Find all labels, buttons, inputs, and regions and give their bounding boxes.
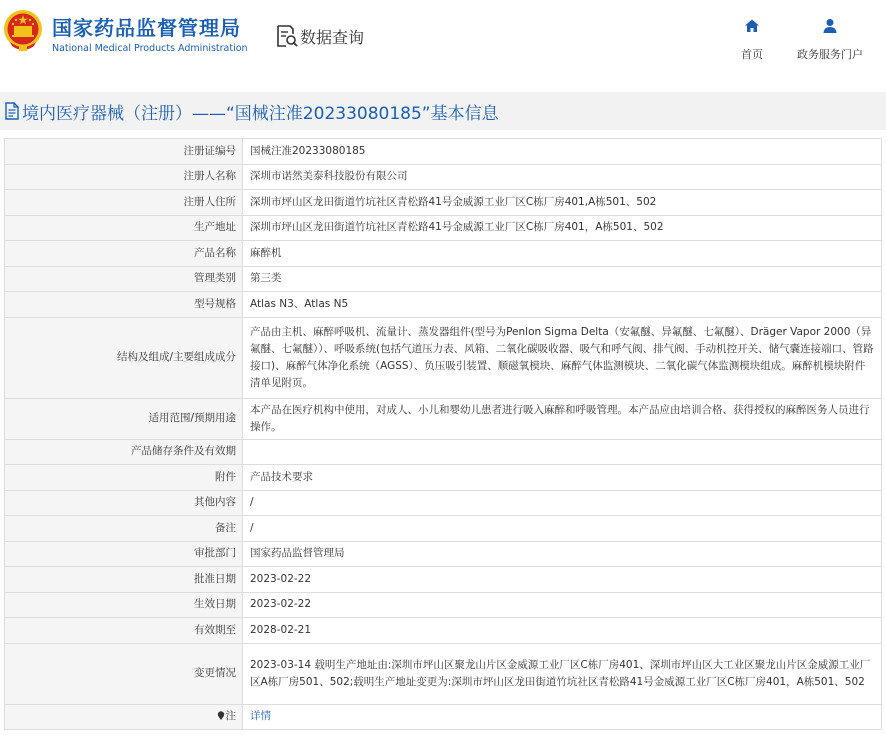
field-value: 麻醉机 <box>243 241 882 267</box>
site-header <box>0 0 886 90</box>
field-label: 型号规格 <box>5 292 243 318</box>
field-value: 本产品在医疗机构中使用，对成人、小儿和婴幼儿患者进行吸入麻醉和呼吸管理。本产品应由培训合格、获得授权的麻醉医务人员进行操作。 <box>243 398 882 439</box>
field-label: 产品储存条件及有效期 <box>5 439 243 465</box>
field-label: 管理类别 <box>5 266 243 292</box>
home-icon <box>744 18 760 34</box>
field-value: / <box>243 490 882 516</box>
field-label: 生产地址 <box>5 215 243 241</box>
user-icon <box>822 18 838 34</box>
field-value: Atlas N3、Atlas N5 <box>243 292 882 318</box>
field-label: 有效期至 <box>5 618 243 644</box>
field-value <box>243 704 882 730</box>
table-row <box>5 241 882 267</box>
field-value: 2023-02-22 <box>243 592 882 618</box>
field-label: 注册人名称 <box>5 164 243 190</box>
document-icon <box>4 102 20 120</box>
field-label: 适用范围/预期用途 <box>5 398 243 439</box>
data-query-link[interactable] <box>276 22 364 50</box>
table-row <box>5 439 882 465</box>
field-value: 国械注准20233080185 <box>243 139 882 165</box>
table-row <box>5 643 882 704</box>
nav-service-portal-label: 政务服务门户 <box>797 48 863 61</box>
details-link[interactable]: 详情 <box>250 710 271 723</box>
field-value: 深圳市坪山区龙田街道竹坑社区青松路41号金威源工业厂区C栋厂房401,A栋501、502 <box>243 190 882 216</box>
page-title: 境内医疗器械（注册）——“国械注准20233080185”基本信息 <box>22 103 499 124</box>
document-search-icon <box>276 24 298 48</box>
field-label-note <box>5 704 243 730</box>
table-row <box>5 567 882 593</box>
field-value: 第三类 <box>243 266 882 292</box>
field-label: 审批部门 <box>5 541 243 567</box>
device-info-table <box>4 138 882 730</box>
table-row <box>5 490 882 516</box>
field-label: 生效日期 <box>5 592 243 618</box>
field-value: / <box>243 516 882 542</box>
nav-home-label: 首页 <box>741 48 763 61</box>
pin-icon <box>217 711 225 720</box>
field-label: 批准日期 <box>5 567 243 593</box>
table-row <box>5 592 882 618</box>
field-label: 结构及组成/主要组成成分 <box>5 317 243 398</box>
field-label: 注册人住所 <box>5 190 243 216</box>
table-row <box>5 139 882 165</box>
nav-home[interactable] <box>736 18 768 62</box>
field-label: 其他内容 <box>5 490 243 516</box>
table-row <box>5 704 882 730</box>
table-row <box>5 317 882 398</box>
data-query-label: 数据查询 <box>300 27 365 47</box>
table-row <box>5 465 882 491</box>
note-label: 注 <box>225 710 236 723</box>
table-row <box>5 516 882 542</box>
national-emblem-icon <box>2 8 44 52</box>
field-value: 深圳市坪山区龙田街道竹坑社区青松路41号金威源工业厂区C栋厂房401，A栋501、502 <box>243 215 882 241</box>
field-label: 注册证编号 <box>5 139 243 165</box>
field-value: 国家药品监督管理局 <box>243 541 882 567</box>
field-value <box>243 439 882 465</box>
field-value: 产品技术要求 <box>243 465 882 491</box>
field-value: 产品由主机、麻醉呼吸机、流量计、蒸发器组件(型号为Penlon Sigma Delta（安氟醚、异氟醚、七氟醚）、Dräger Vapor 2000（异氟醚、七氟醚））、呼吸系统(包括气道压力表、风箱、二氧化碳吸收器、吸气和呼气阀、排气阀、手动机控开关、储气囊连接端口、管路接口)、麻醉气体净化系统（AGSS）、负压吸引装置、顺磁氧模块、麻醉气体监测模块、二氧化碳气体监测模块组成。麻醉机模块附件清单见附页。 <box>243 317 882 398</box>
brand-name-en[interactable]: National Medical Products Administration <box>52 43 248 54</box>
table-row <box>5 292 882 318</box>
field-value: 深圳市诺然美泰科技股份有限公司 <box>243 164 882 190</box>
field-label: 附件 <box>5 465 243 491</box>
field-label: 备注 <box>5 516 243 542</box>
table-row <box>5 215 882 241</box>
nav-service-portal[interactable] <box>790 18 870 62</box>
table-row <box>5 190 882 216</box>
table-row <box>5 541 882 567</box>
field-label: 变更情况 <box>5 643 243 704</box>
field-value: 2023-03-14 载明生产地址由:深圳市坪山区聚龙山片区金威源工业厂区C栋厂房401、深圳市坪山区大工业区聚龙山片区金威源工业厂区A栋厂房501、502;载明生产地址变更为:深圳市坪山区龙田街道竹坑社区青松路41号金威源工业厂区C栋厂房401，A栋501、502 <box>243 643 882 704</box>
table-row <box>5 164 882 190</box>
field-value: 2028-02-21 <box>243 618 882 644</box>
brand-name-cn[interactable]: 国家药品监督管理局 <box>52 16 241 40</box>
field-value: 2023-02-22 <box>243 567 882 593</box>
field-label: 产品名称 <box>5 241 243 267</box>
table-row <box>5 266 882 292</box>
table-row <box>5 398 882 439</box>
table-row <box>5 618 882 644</box>
page-title-bar <box>0 92 886 130</box>
